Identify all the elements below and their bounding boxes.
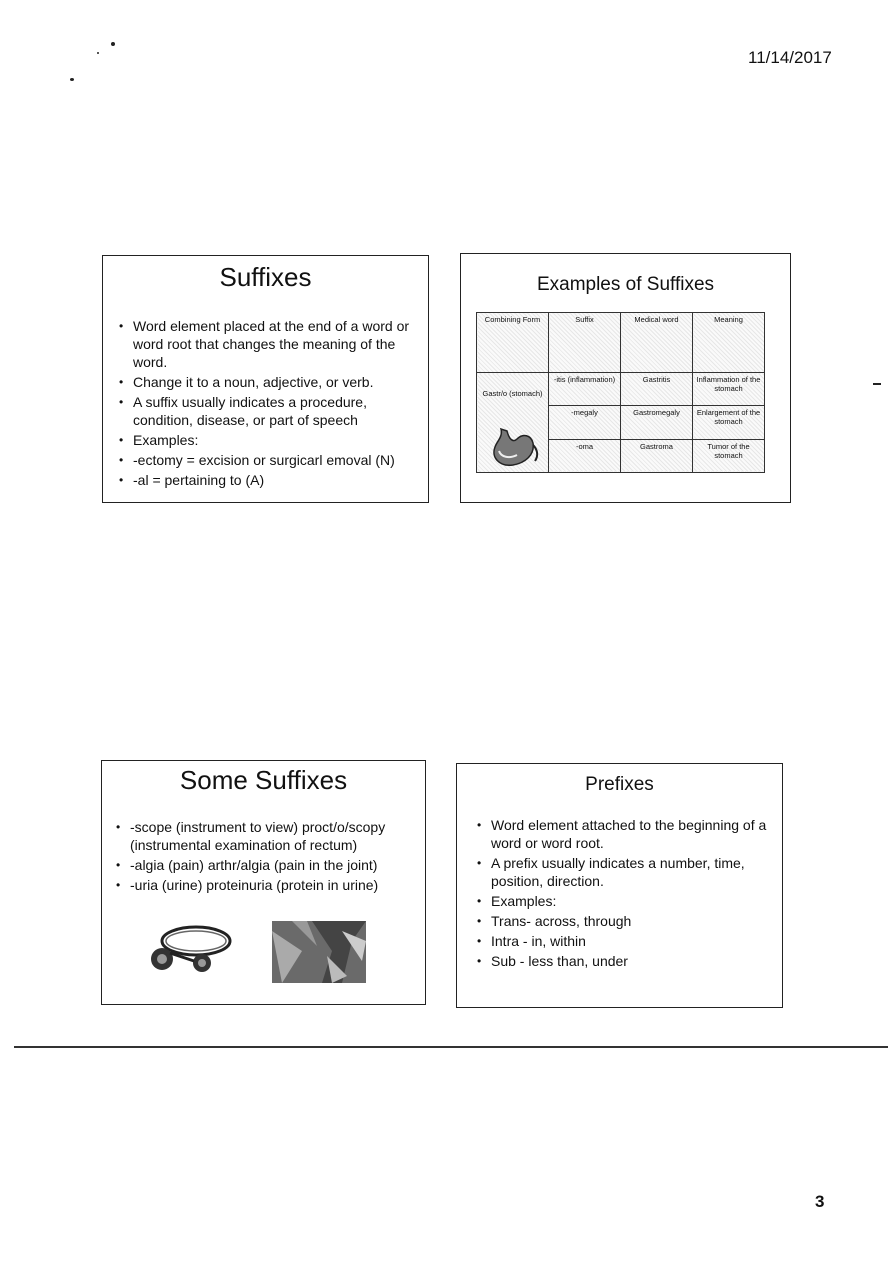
bullet-item: • A suffix usually indicates a procedure, condition, disease, or part of speech [117, 393, 410, 429]
slide-suffixes [102, 255, 429, 503]
bullet-item: • -ectomy = excision or surgicarl emoval (N) [117, 451, 410, 469]
endoscopy-photo [272, 921, 366, 983]
table-header-cell: Meaning [693, 313, 765, 373]
table-cell: -itis (inflammation) [549, 373, 621, 406]
bullet-item: • -scope (instrument to view) proct/o/scopy (instrumental examination of rectum) [114, 818, 411, 854]
slide-some-suffixes [101, 760, 426, 1005]
page-divider [14, 1046, 888, 1048]
bullet-list [114, 818, 411, 894]
bullet-item: • Examples: [475, 892, 768, 910]
bullet-item: • Trans- across, through [475, 912, 768, 930]
slide-prefixes [456, 763, 783, 1008]
bullet-item: • Word element placed at the end of a word or word root that changes the meaning of the word. [117, 317, 410, 371]
scan-speck [97, 52, 99, 54]
table-cell: -oma [549, 439, 621, 472]
stomach-illustration [483, 425, 541, 469]
slide-examples-of-suffixes [460, 253, 791, 503]
bullet-item: • A prefix usually indicates a number, time, position, direction. [475, 854, 768, 890]
bullet-list [117, 317, 410, 489]
bullet-list [475, 816, 768, 970]
slide-title: Suffixes [219, 262, 312, 292]
slide-title: Some Suffixes [179, 765, 348, 795]
bullet-item: • -algia (pain) arthr/algia (pain in the joint) [114, 856, 411, 874]
table-header-cell: Combining Form [477, 313, 549, 373]
table-cell: Gastromegaly [621, 406, 693, 439]
scan-speck [70, 78, 74, 81]
combining-form-cell [477, 373, 549, 473]
table-cell: Enlargement of the stomach [693, 406, 765, 439]
table-row [477, 373, 765, 406]
bullet-item: • Sub - less than, under [475, 952, 768, 970]
bullet-item: • -uria (urine) proteinuria (protein in urine) [114, 876, 411, 894]
slide-title: Prefixes [585, 774, 654, 795]
table-cell: -megaly [549, 406, 621, 439]
table-cell: Tumor of the stomach [693, 439, 765, 472]
suffix-example-table [476, 312, 765, 473]
bullet-item: • Change it to a noun, adjective, or verb. [117, 373, 410, 391]
page-date: 11/14/2017 [748, 48, 832, 67]
table-cell: Gastroma [621, 439, 693, 472]
table-header-row [477, 313, 765, 373]
table-header-cell: Medical word [621, 313, 693, 373]
combining-form-label: Gastr/o (stomach) [482, 389, 543, 398]
bullet-item: • -al = pertaining to (A) [117, 471, 410, 489]
table-cell: Gastritis [621, 373, 693, 406]
proctoscope-illustration [144, 919, 236, 983]
bullet-item: • Examples: [117, 431, 410, 449]
scan-speck [111, 42, 115, 46]
slide-title: Examples of Suffixes [536, 274, 715, 295]
page-number: 3 [815, 1192, 825, 1211]
bullet-item: • Word element attached to the beginning of a word or word root. [475, 816, 768, 852]
scan-speck [873, 383, 881, 385]
table-cell: Inflammation of the stomach [693, 373, 765, 406]
bullet-item: • Intra - in, within [475, 932, 768, 950]
table-header-cell: Suffix [549, 313, 621, 373]
